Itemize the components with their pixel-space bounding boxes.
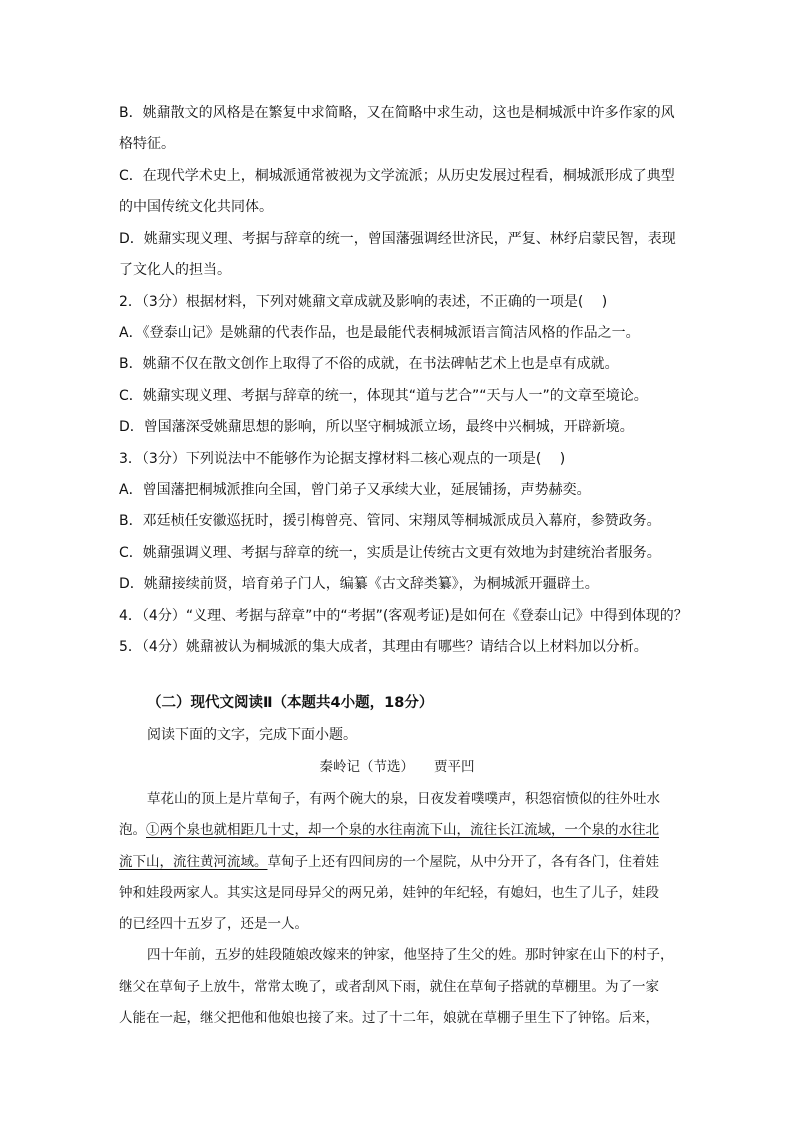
para2-line2: 继父在草甸子上放牛，常常太晚了，或者刮风下雨，就住在草甸子搭就的草棚里。为了一家 [119,979,659,995]
para2-line1: 四十年前，五岁的娃段随娘改嫁来的钟家，他坚持了生父的姓。那时钟家在山下的村子， [147,947,674,963]
q3-option-a: A．曾国藩把桐城派推向全国，曾门弟子又承续大业，延展铺扬，声势赫奕。 [119,482,591,498]
q1-option-c-line2: 的中国传统文化共同体。 [119,199,273,215]
q3-option-d: D．姚鼐接续前贤，培育弟子门人，编纂《古文辞类纂》，为桐城派开疆辟土。 [119,576,599,592]
q2-option-a: A．《登泰山记》是姚鼐的代表作品，也是最能代表桐城派语言简洁风格的作品之一。 [119,325,640,341]
q2-option-b: B．姚鼐不仅在散文创作上取得了不俗的成就，在书法碑帖艺术上也是卓有成就。 [119,356,619,372]
para1-line5: 的已经四十五岁了，还是一人。 [119,916,308,932]
para1-line3 [119,852,659,872]
para2-line3: 人能在一起，继父把他和他娘也接了来。过了十二年，娘就在草棚子里生下了钟铭。后来， [119,1010,659,1026]
q1-option-d-line2: 了文化人的担当。 [119,262,231,278]
underlined-sentence-1-end: 流下山，流往黄河流域。 [119,854,268,870]
q1-option-c-line1: C．在现代学术史上，桐城派通常被视为文学流派；从历史发展过程看，桐城派形成了典型 [119,168,675,184]
section-heading: （二）现代文阅读Ⅱ（本题共4小题，18分） [147,695,434,711]
para1-line2-start: 泡。 [119,822,146,838]
q1-option-b-line2: 格特征。 [119,136,175,152]
para1-line4: 钟和娃段两家人。其实这是同母异父的两兄弟，娃钟的年纪轻，有媳妇，也生了儿子，娃段 [119,885,659,901]
para1-line2 [119,820,659,840]
q1-option-b-line1: B．姚鼐散文的风格是在繁复中求简略，又在简略中求生动，这也是桐城派中许多作家的风 [119,105,675,121]
q3-option-c: C．姚鼐强调义理、考据与辞章的统一，实质是让传统古文更有效地为封建统治者服务。 [119,545,661,561]
passage-title-line [0,757,794,777]
q2-option-d: D．曾国藩深受姚鼐思想的影响，所以坚守桐城派立场，最终中兴桐城，开辟新境。 [119,419,634,435]
question-3-stem: 3．（3分）下列说法中不能够作为论据支撑材料二核心观点的一项是( ) [119,451,566,467]
question-5: 5．（4分）姚鼐被认为桐城派的集大成者，其理由有哪些？请结合以上材料加以分析。 [119,639,648,655]
question-4: 4．（4分）“义理、考据与辞章”中的“考据”(客观考证)是如何在《登泰山记》中得到体现的？ [119,608,688,624]
reading-instruction: 阅读下面的文字，完成下面小题。 [147,727,357,743]
para1-line3-rest: 草甸子上还有四间房的一个屋院，从中分开了，各有各门，住着娃 [267,854,659,870]
passage-title: 秦岭记（节选） [319,759,414,775]
q1-option-d-line1: D．姚鼐实现义理、考据与辞章的统一，曾国藩强调经世济民，严复、林纾启蒙民智，表现 [119,231,676,247]
underlined-sentence-1: ①两个泉也就相距几十丈，却一个泉的水往南流下山，流往长江流域，一个泉的水往北 [146,822,659,838]
question-2-stem: 2．（3分）根据材料，下列对姚鼐文章成就及影响的表述，不正确的一项是( ) [119,294,608,310]
q3-option-b: B．邓廷桢任安徽巡抚时，援引梅曾亮、管同、宋翔凤等桐城派成员入幕府，参赞政务。 [119,513,661,529]
passage-author: 贾平凹 [434,759,475,775]
q2-option-c: C．姚鼐实现义理、考据与辞章的统一，体现其“道与艺合”“天与人一”的文章至境论。 [119,388,648,404]
para1-line1: 草花山的顶上是片草甸子，有两个碗大的泉，日夜发着噗噗声，积怨宿愤似的往外吐水 [147,791,660,807]
